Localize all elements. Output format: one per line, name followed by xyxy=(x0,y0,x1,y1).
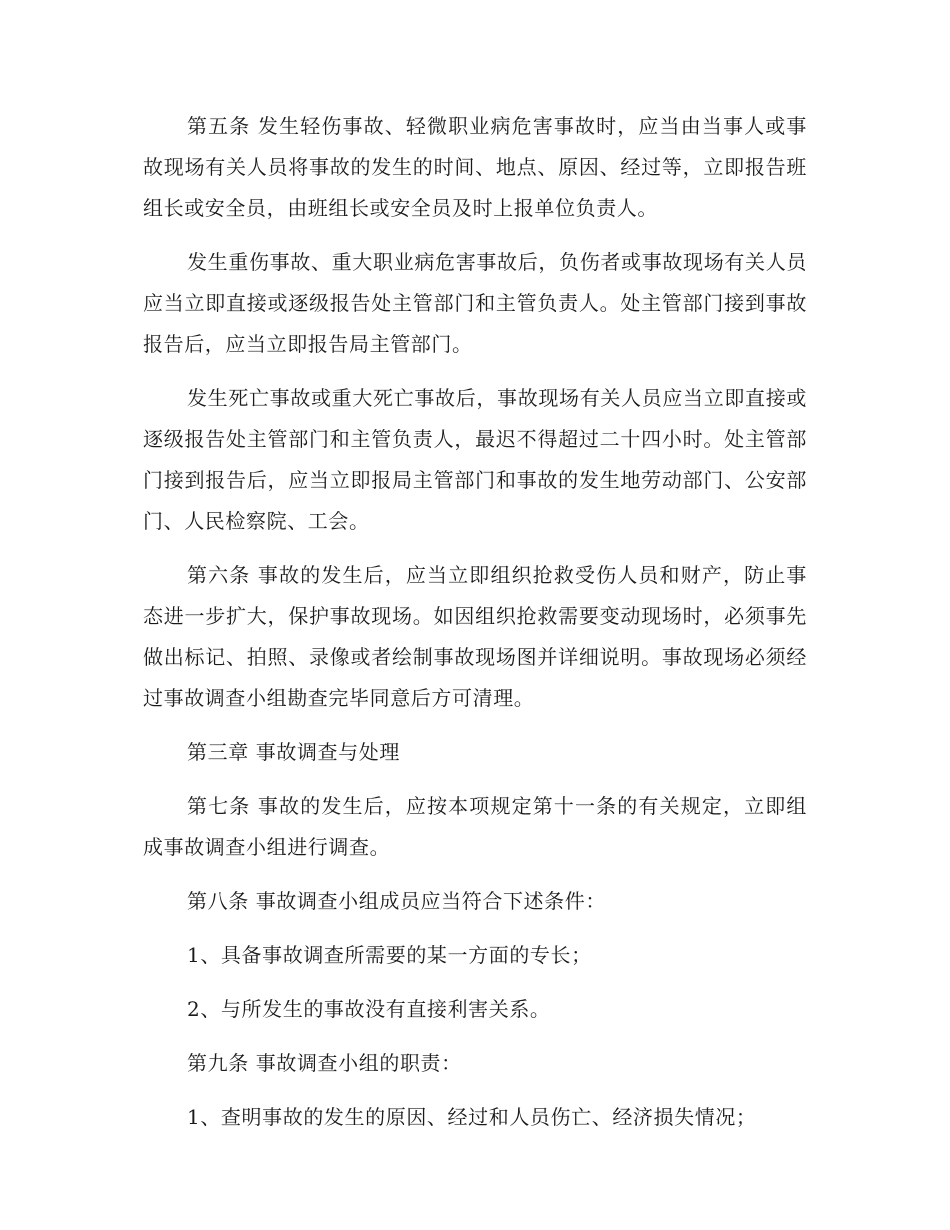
paragraph-serious-injury-report: 发生重伤事故、重大职业病危害事故后，负伤者或事故现场有关人员应当立即直接或逐级报告处主管部门和主管负责人。处主管部门接到事故报告后，应当立即报告局主管部门。 xyxy=(143,250,807,356)
paragraph-fatal-accident-report: 发生死亡事故或重大死亡事故后，事故现场有关人员应当立即直接或逐级报告处主管部门和主管负责人，最迟不得超过二十四小时。处主管部门接到报告后，应当立即报局主管部门和事故的发生地劳动部门、公安部门、人民检察院、工会。 xyxy=(143,386,807,533)
chapter-3-heading: 第三章 事故调查与处理 xyxy=(187,740,400,764)
paragraph-article-6: 第六条 事故的发生后，应当立即组织抢救受伤人员和财产，防止事态进一步扩大，保护事故现场。如因组织抢救需要变动现场时，必须事先做出标记、拍照、录像或者绘制事故现场图并详细说明。事故现场必须经过事故调查小组勘查完毕同意后方可清理。 xyxy=(143,563,807,710)
paragraph-article-7: 第七条 事故的发生后，应按本项规定第十一条的有关规定，立即组成事故调查小组进行调查。 xyxy=(143,794,807,859)
paragraph-article-5: 第五条 发生轻伤事故、轻微职业病危害事故时，应当由当事人或事故现场有关人员将事故的发生的时间、地点、原因、经过等，立即报告班组长或安全员，由班组长或安全员及时上报单位负责人。 xyxy=(143,114,807,220)
list-item-condition-1: 1、具备事故调查所需要的某一方面的专长； xyxy=(187,943,592,967)
list-item-duty-1: 1、查明事故的发生的原因、经过和人员伤亡、经济损失情况； xyxy=(187,1105,757,1129)
list-item-condition-2: 2、与所发生的事故没有直接利害关系。 xyxy=(187,997,551,1021)
paragraph-article-8: 第八条 事故调查小组成员应当符合下述条件： xyxy=(187,889,606,913)
paragraph-article-9: 第九条 事故调查小组的职责： xyxy=(187,1051,462,1075)
document-body xyxy=(143,106,807,1151)
